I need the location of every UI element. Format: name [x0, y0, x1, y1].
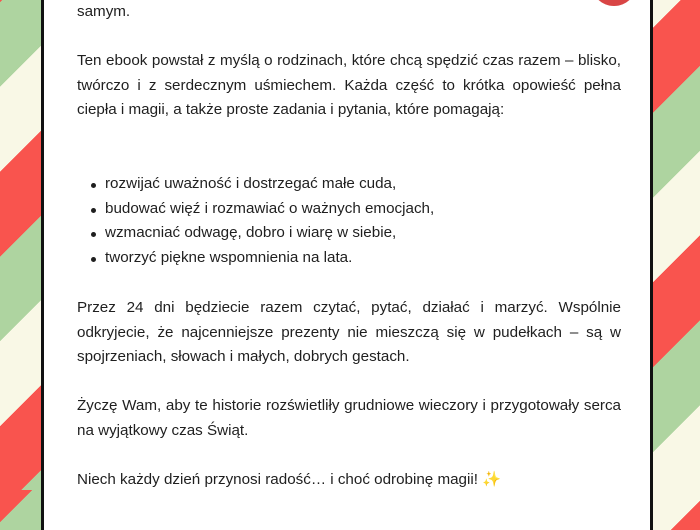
wishes-paragraph: Życzę Wam, aby te historie rozświetliły grudniowe wieczory i przygotowały serca na wyjątkowy czas Świąt. — [77, 397, 621, 439]
list-item: wzmacniać odwagę, dobro i wiarę w siebie, — [77, 221, 621, 246]
bullet-icon — [91, 257, 96, 262]
benefits-list — [77, 172, 621, 270]
bullet-icon — [91, 232, 96, 237]
list-item: budować więź i rozmawiać o ważnych emocjach, — [77, 197, 621, 222]
bullet-icon — [91, 208, 96, 213]
bullet-icon — [91, 183, 96, 188]
list-item: tworzyć piękne wspomnienia na lata. — [77, 246, 621, 271]
closing-text: Niech każdy dzień przynosi radość… i choć odrobinę magii! — [77, 471, 478, 488]
closing-paragraph — [77, 468, 621, 493]
page-card — [41, 0, 653, 530]
paragraph-fragment: samym. — [77, 3, 131, 20]
sparkles-icon: ✨ — [482, 471, 502, 488]
list-item: rozwijać uważność i dostrzegać małe cuda, — [77, 172, 621, 197]
days-paragraph: Przez 24 dni będziecie razem czytać, pytać, działać i marzyć. Wspólnie odkryjecie, że najcenniejsze prezenty nie mieszczą się w pudełkach – są w spojrzeniach, słowach i małych, dobrych gestach. — [77, 299, 621, 366]
intro-paragraph: Ten ebook powstał z myślą o rodzinach, które chcą spędzić czas razem – blisko, twórczo i z serdecznym uśmiechem. Każda część to krótka opowieść pełna ciepła i magii, a także proste zadania i pytania, które pomagają: — [77, 52, 621, 119]
